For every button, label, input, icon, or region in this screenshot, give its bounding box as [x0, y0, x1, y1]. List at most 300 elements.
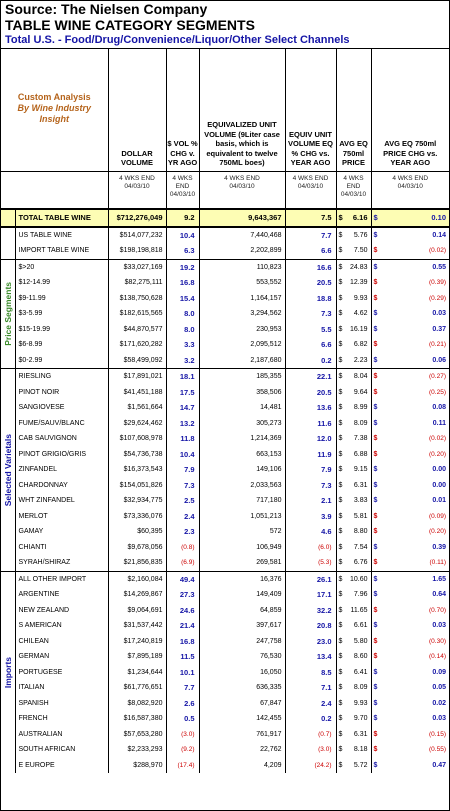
table-row [1, 665, 449, 681]
vol-chg: 9.2 [166, 209, 199, 227]
eq-volume: 305,273 [199, 416, 285, 432]
avg-price [336, 209, 371, 227]
price-chg [371, 742, 449, 758]
price-chg [371, 322, 449, 338]
row-name: SYRAH/SHIRAZ [15, 555, 108, 571]
table-row [1, 259, 449, 275]
row-name: S AMERICAN [15, 618, 108, 634]
vol-chg: 49.4 [166, 571, 199, 587]
side-cell [1, 227, 15, 244]
currency-sign: $ [373, 404, 378, 412]
price-chg-value: (0.27) [429, 373, 446, 381]
table-row [1, 540, 449, 556]
avg-price [336, 649, 371, 665]
row-name: WHT ZINFANDEL [15, 493, 108, 509]
price-chg [371, 711, 449, 727]
dollar-volume: $58,499,092 [108, 353, 166, 369]
avg-price [336, 555, 371, 571]
vol-chg: 13.2 [166, 416, 199, 432]
col-avg-price: AVG EQ 750ml PRICE [336, 49, 371, 171]
vol-chg: 14.7 [166, 400, 199, 416]
price-chg-value: (0.02) [429, 435, 446, 443]
eq-volume: 1,214,369 [199, 431, 285, 447]
col-vol-chg: $ VOL % CHG v. YR AGO [166, 49, 199, 171]
data-table [1, 49, 449, 773]
currency-sign: $ [373, 419, 378, 427]
dollar-volume: $1,234,644 [108, 665, 166, 681]
price-chg [371, 385, 449, 401]
vol-chg: 27.3 [166, 587, 199, 603]
dollar-volume: $31,537,442 [108, 618, 166, 634]
dollar-volume: $73,336,076 [108, 509, 166, 525]
currency-sign: $ [373, 653, 378, 661]
dollar-volume: $33,027,169 [108, 259, 166, 275]
eq-chg: 7.9 [285, 462, 336, 478]
price-chg [371, 603, 449, 619]
vol-chg: 15.4 [166, 291, 199, 307]
price-chg-value: 0.03 [432, 310, 446, 318]
currency-sign: $ [373, 450, 378, 458]
currency-sign: $ [373, 559, 378, 567]
avg-price-value: 5.81 [353, 512, 368, 520]
eq-chg: 2.1 [285, 493, 336, 509]
table-row [1, 555, 449, 571]
row-name: IMPORT TABLE WINE [15, 243, 108, 259]
price-chg [371, 431, 449, 447]
currency-sign: $ [373, 622, 378, 630]
price-chg [371, 571, 449, 587]
dollar-volume: $1,561,664 [108, 400, 166, 416]
dollar-volume: $198,198,818 [108, 243, 166, 259]
table-row [1, 634, 449, 650]
currency-sign: $ [373, 481, 378, 489]
avg-price-value: 3.83 [353, 497, 368, 505]
currency-sign: $ [373, 213, 378, 223]
price-chg [371, 227, 449, 244]
currency-sign: $ [338, 466, 343, 474]
eq-volume: 1,051,213 [199, 509, 285, 525]
eq-volume: 7,440,468 [199, 227, 285, 244]
dollar-volume: $107,608,978 [108, 431, 166, 447]
dollar-volume: $9,678,056 [108, 540, 166, 556]
eq-chg: 20.5 [285, 275, 336, 291]
col-eq-chg: EQUIV UNIT VOLUME EQ % CHG vs. YEAR AGO [285, 49, 336, 171]
row-name: GERMAN [15, 649, 108, 665]
period-pchg: 4 WKS END 04/03/10 [371, 171, 449, 209]
currency-sign: $ [338, 435, 343, 443]
currency-sign: $ [373, 435, 378, 443]
currency-sign: $ [338, 730, 343, 738]
vol-chg: 3.3 [166, 337, 199, 353]
avg-price-value: 8.18 [353, 746, 368, 754]
table-row [1, 337, 449, 353]
eq-volume: 358,506 [199, 385, 285, 401]
avg-price-value: 8.60 [353, 653, 368, 661]
price-chg-value: 0.55 [432, 263, 446, 271]
eq-volume: 14,481 [199, 400, 285, 416]
price-chg-value: 0.06 [432, 356, 446, 364]
vol-chg: 3.2 [166, 353, 199, 369]
eq-volume: 269,581 [199, 555, 285, 571]
avg-price [336, 322, 371, 338]
price-chg [371, 275, 449, 291]
currency-sign: $ [373, 668, 378, 676]
col-eq-volume: EQUIVALIZED UNIT VOLUME (9Liter case basis, which is equivalent to twelve 750ML boes) [199, 49, 285, 171]
dollar-volume: $171,620,282 [108, 337, 166, 353]
dollar-volume: $54,736,738 [108, 447, 166, 463]
eq-chg: 8.5 [285, 665, 336, 681]
eq-volume: 2,202,899 [199, 243, 285, 259]
avg-price-value: 9.70 [353, 715, 368, 723]
avg-price [336, 353, 371, 369]
vol-chg: (9.2) [166, 742, 199, 758]
price-chg [371, 478, 449, 494]
currency-sign: $ [338, 543, 343, 551]
vol-chg: 18.1 [166, 369, 199, 385]
imports-label: Imports [3, 656, 13, 688]
row-name: $0-2.99 [15, 353, 108, 369]
dollar-volume: $17,240,819 [108, 634, 166, 650]
eq-chg: 26.1 [285, 571, 336, 587]
avg-price-value: 8.80 [353, 528, 368, 536]
vol-chg: 21.4 [166, 618, 199, 634]
price-chg-value: 0.00 [432, 481, 446, 489]
price-chg-value: (0.25) [429, 388, 446, 396]
eq-chg: (5.3) [285, 555, 336, 571]
eq-chg: 3.9 [285, 509, 336, 525]
eq-volume: 110,823 [199, 259, 285, 275]
price-chg-value: (0.55) [429, 746, 446, 754]
currency-sign: $ [373, 543, 378, 551]
eq-chg: 16.6 [285, 259, 336, 275]
currency-sign: $ [338, 761, 343, 769]
custom-line-3: Insight [39, 113, 69, 124]
avg-price-value: 6.16 [352, 213, 368, 223]
row-name: ITALIAN [15, 680, 108, 696]
currency-sign: $ [373, 684, 378, 692]
currency-sign: $ [373, 373, 378, 381]
table-row [1, 587, 449, 603]
avg-price [336, 291, 371, 307]
side-cell [1, 209, 15, 227]
vol-chg: 8.0 [166, 306, 199, 322]
eq-chg: 13.6 [285, 400, 336, 416]
currency-sign: $ [373, 715, 378, 723]
eq-volume: 9,643,367 [199, 209, 285, 227]
dollar-volume: $138,750,628 [108, 291, 166, 307]
avg-price [336, 571, 371, 587]
row-name: RIESLING [15, 369, 108, 385]
currency-sign: $ [338, 746, 343, 754]
price-chg-value: 0.11 [432, 419, 446, 427]
period-avg: 4 WKS END 04/03/10 [336, 171, 371, 209]
eq-volume: 149,409 [199, 587, 285, 603]
eq-chg: 32.2 [285, 603, 336, 619]
column-header-row [1, 49, 449, 171]
avg-price-value: 8.09 [353, 684, 368, 692]
eq-volume: 16,050 [199, 665, 285, 681]
price-chg [371, 649, 449, 665]
price-chg-value: (0.21) [429, 341, 446, 349]
row-name: AUSTRALIAN [15, 727, 108, 743]
price-chg [371, 337, 449, 353]
price-chg [371, 259, 449, 275]
price-chg-value: 0.37 [432, 325, 446, 333]
eq-volume: 2,033,563 [199, 478, 285, 494]
eq-chg: 4.6 [285, 524, 336, 540]
avg-price-value: 16.19 [349, 325, 368, 333]
period-eq-chg: 4 WKS END 04/03/10 [285, 171, 336, 209]
dollar-volume: $182,615,565 [108, 306, 166, 322]
table-row [1, 322, 449, 338]
row-name: MERLOT [15, 509, 108, 525]
currency-sign: $ [338, 481, 343, 489]
currency-sign: $ [338, 684, 343, 692]
table-row [1, 209, 449, 227]
currency-sign: $ [373, 761, 378, 769]
period-eq: 4 WKS END 04/03/10 [199, 171, 285, 209]
currency-sign: $ [373, 497, 378, 505]
price-chg-value: 0.09 [432, 668, 446, 676]
currency-sign: $ [338, 325, 343, 333]
price-chg-value: 0.10 [431, 213, 446, 223]
dollar-volume: $16,373,543 [108, 462, 166, 478]
table-row [1, 696, 449, 712]
dollar-volume: $288,970 [108, 758, 166, 774]
table-row [1, 400, 449, 416]
price-chg-value: 0.39 [432, 543, 446, 551]
row-name: ARGENTINE [15, 587, 108, 603]
table-row [1, 742, 449, 758]
row-name: PORTUGESE [15, 665, 108, 681]
row-name: $15-19.99 [15, 322, 108, 338]
dollar-volume: $60,395 [108, 524, 166, 540]
vol-chg: (17.4) [166, 758, 199, 774]
eq-volume: 64,859 [199, 603, 285, 619]
price-chg-value: 0.08 [432, 404, 446, 412]
price-chg-value: (0.09) [429, 512, 446, 520]
eq-chg: 7.5 [285, 209, 336, 227]
currency-sign: $ [338, 715, 343, 723]
price-chg-value: 0.05 [432, 684, 446, 692]
eq-volume: 717,180 [199, 493, 285, 509]
eq-chg: 23.0 [285, 634, 336, 650]
eq-chg: (6.0) [285, 540, 336, 556]
table-row [1, 603, 449, 619]
eq-chg: 20.8 [285, 618, 336, 634]
custom-line-2: By Wine Industry [17, 102, 91, 113]
currency-sign: $ [373, 263, 378, 271]
row-name: $>20 [15, 259, 108, 275]
price-chg-value: 0.00 [432, 466, 446, 474]
row-name: E EUROPE [15, 758, 108, 774]
eq-chg: 6.6 [285, 243, 336, 259]
price-chg-value: (0.20) [429, 450, 446, 458]
table-row [1, 727, 449, 743]
dollar-volume: $8,082,920 [108, 696, 166, 712]
currency-sign: $ [373, 746, 378, 754]
avg-price [336, 462, 371, 478]
avg-price-value: 6.41 [353, 668, 368, 676]
table-row [1, 416, 449, 432]
price-chg [371, 462, 449, 478]
dollar-volume: $9,064,691 [108, 603, 166, 619]
avg-price-value: 2.23 [353, 356, 368, 364]
price-chg [371, 665, 449, 681]
vol-chg: (3.0) [166, 727, 199, 743]
currency-sign: $ [338, 622, 343, 630]
currency-sign: $ [338, 450, 343, 458]
table-row [1, 227, 449, 244]
price-chg-value: (0.29) [429, 294, 446, 302]
dollar-volume: $712,276,049 [108, 209, 166, 227]
avg-price-value: 10.60 [349, 575, 368, 583]
currency-sign: $ [338, 388, 343, 396]
eq-chg: 7.3 [285, 478, 336, 494]
table-row [1, 462, 449, 478]
row-name: NEW ZEALAND [15, 603, 108, 619]
eq-volume: 1,164,157 [199, 291, 285, 307]
row-name: CHARDONNAY [15, 478, 108, 494]
avg-price [336, 727, 371, 743]
currency-sign: $ [338, 575, 343, 583]
currency-sign: $ [338, 231, 343, 239]
vol-chg: 2.6 [166, 696, 199, 712]
currency-sign: $ [373, 247, 378, 255]
currency-sign: $ [338, 263, 343, 271]
row-name: GAMAY [15, 524, 108, 540]
table-row [1, 243, 449, 259]
avg-price-value: 24.83 [349, 263, 368, 271]
currency-sign: $ [338, 279, 343, 287]
avg-price [336, 758, 371, 774]
eq-volume: 16,376 [199, 571, 285, 587]
eq-volume: 149,106 [199, 462, 285, 478]
price-chg [371, 306, 449, 322]
table-row [1, 385, 449, 401]
table-row [1, 711, 449, 727]
avg-price-value: 8.99 [353, 404, 368, 412]
currency-sign: $ [373, 231, 378, 239]
avg-price-value: 7.50 [353, 247, 368, 255]
table-row [1, 680, 449, 696]
table-row [1, 524, 449, 540]
currency-sign: $ [338, 356, 343, 364]
avg-price [336, 447, 371, 463]
table-row [1, 758, 449, 774]
currency-sign: $ [338, 699, 343, 707]
price-chg [371, 680, 449, 696]
currency-sign: $ [338, 497, 343, 505]
avg-price-value: 8.04 [353, 373, 368, 381]
dollar-volume: $2,233,293 [108, 742, 166, 758]
currency-sign: $ [338, 247, 343, 255]
row-name: CAB SAUVIGNON [15, 431, 108, 447]
dollar-volume: $29,624,462 [108, 416, 166, 432]
dollar-volume: $17,891,021 [108, 369, 166, 385]
dollar-volume: $57,653,280 [108, 727, 166, 743]
table-row [1, 649, 449, 665]
vol-chg: 19.2 [166, 259, 199, 275]
table-row [1, 369, 449, 385]
price-chg [371, 369, 449, 385]
avg-price [336, 478, 371, 494]
avg-price-value: 5.72 [353, 761, 368, 769]
currency-sign: $ [338, 310, 343, 318]
source-line: Source: The Nielsen Company [5, 1, 208, 17]
avg-price-value: 7.38 [353, 435, 368, 443]
currency-sign: $ [338, 341, 343, 349]
row-name: CHIANTI [15, 540, 108, 556]
eq-volume: 142,455 [199, 711, 285, 727]
avg-price [336, 306, 371, 322]
price-chg [371, 291, 449, 307]
price-chg [371, 509, 449, 525]
eq-chg: 11.6 [285, 416, 336, 432]
avg-price [336, 711, 371, 727]
col-dollar-volume: DOLLAR VOLUME [108, 49, 166, 171]
currency-sign: $ [373, 279, 378, 287]
vol-chg: 7.9 [166, 462, 199, 478]
vol-chg: 2.4 [166, 509, 199, 525]
price-chg [371, 727, 449, 743]
price-chg [371, 400, 449, 416]
eq-volume: 761,917 [199, 727, 285, 743]
vol-chg: 2.3 [166, 524, 199, 540]
dollar-volume: $82,275,111 [108, 275, 166, 291]
avg-price [336, 400, 371, 416]
avg-price-value: 12.39 [349, 279, 368, 287]
price-chg [371, 555, 449, 571]
avg-price [336, 665, 371, 681]
row-name: PINOT GRIGIO/GRIS [15, 447, 108, 463]
vol-chg: 7.7 [166, 680, 199, 696]
custom-analysis-label [1, 49, 108, 171]
currency-sign: $ [373, 294, 378, 302]
avg-price-value: 7.54 [353, 543, 368, 551]
row-name: FUME/SAUV/BLANC [15, 416, 108, 432]
table-row [1, 306, 449, 322]
eq-chg: 0.2 [285, 353, 336, 369]
avg-price [336, 634, 371, 650]
price-chg-value: (0.15) [429, 730, 446, 738]
eq-chg: 20.5 [285, 385, 336, 401]
eq-chg: (24.2) [285, 758, 336, 774]
avg-price [336, 696, 371, 712]
avg-price [336, 603, 371, 619]
avg-price [336, 243, 371, 259]
price-chg-value: 0.14 [432, 231, 446, 239]
price-chg [371, 209, 449, 227]
avg-price [336, 540, 371, 556]
vol-chg: 0.5 [166, 711, 199, 727]
custom-line-1: Custom Analysis [17, 91, 91, 102]
currency-sign: $ [373, 341, 378, 349]
eq-chg: 7.3 [285, 306, 336, 322]
avg-price [336, 369, 371, 385]
row-name: $3-5.99 [15, 306, 108, 322]
eq-volume: 4,209 [199, 758, 285, 774]
price-chg [371, 758, 449, 774]
currency-sign: $ [338, 512, 343, 520]
price-chg [371, 493, 449, 509]
table-row [1, 447, 449, 463]
price-chg [371, 243, 449, 259]
dollar-volume: $32,934,775 [108, 493, 166, 509]
currency-sign: $ [373, 575, 378, 583]
table-row [1, 478, 449, 494]
currency-sign: $ [338, 559, 343, 567]
